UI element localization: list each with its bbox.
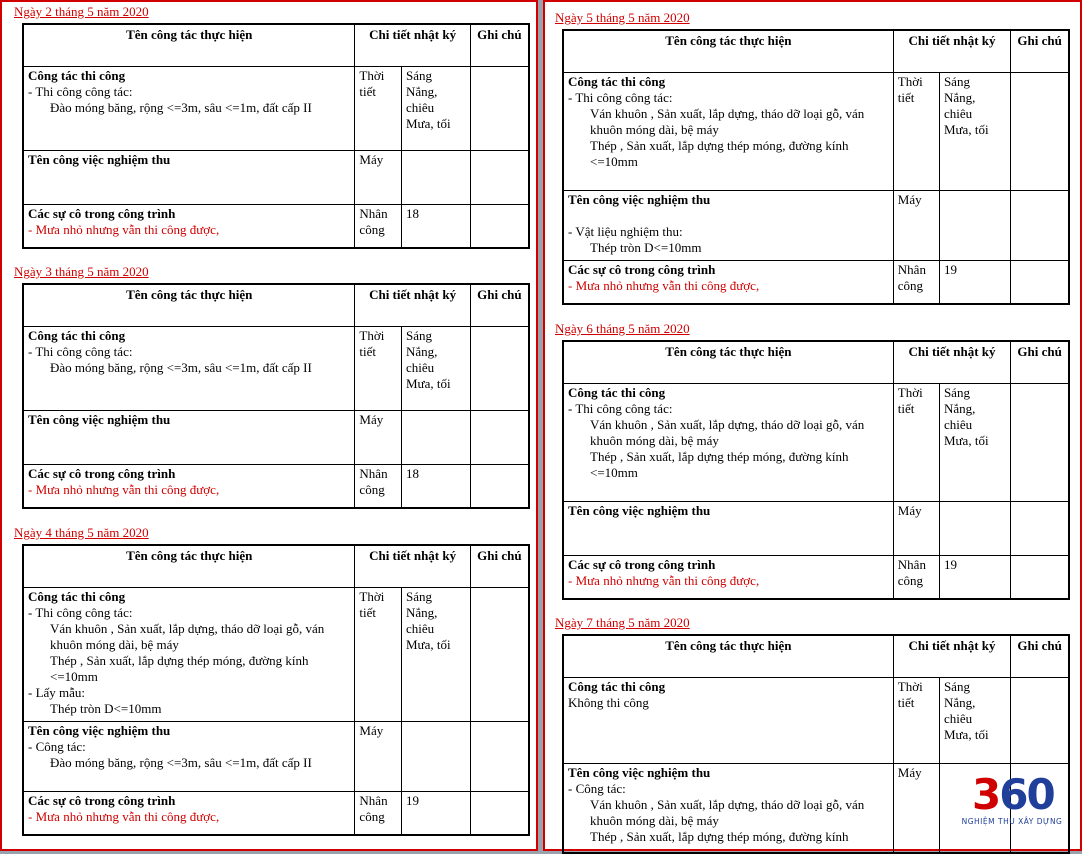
incidents-label: Các sự cô trong công trình — [28, 792, 176, 808]
construction-line: Đào móng băng, rộng <=3m, sâu <=1m, đất cấp II — [50, 359, 312, 375]
weather-value: Mưa, tối — [943, 432, 989, 448]
note-cell — [470, 150, 529, 204]
labor-count: 19 — [939, 555, 1010, 599]
logo-number — [972, 770, 1054, 819]
construction-label: Công tác thi công — [568, 678, 666, 694]
acceptance-cell — [563, 763, 893, 853]
logo-tagline: NGHIỆM THU XÂY DỰNG — [961, 817, 1063, 826]
construction-line: - Lấy mẫu: — [28, 684, 86, 700]
acceptance-line: - Công tác: — [28, 738, 86, 754]
diary-table — [562, 29, 1070, 305]
weather-value: Sáng — [943, 73, 970, 89]
weather-value: Nắng, chiêu — [405, 83, 438, 115]
header-work: Tên công tác thực hiện — [563, 635, 893, 677]
weather-value: Nắng, chiêu — [405, 604, 438, 636]
incident-text: - Mưa nhỏ nhưng vẫn thi công được, — [28, 808, 220, 824]
construction-line: Đào móng băng, rộng <=3m, sâu <=1m, đất cấp II — [50, 99, 312, 115]
header-note: Ghi chú — [470, 284, 529, 326]
weather-value: Mưa, tối — [943, 121, 989, 137]
incidents-label: Các sự cô trong công trình — [28, 465, 176, 481]
construction-line: Không thi công — [568, 694, 649, 710]
construction-cell — [23, 326, 355, 410]
construction-line: - Thi công công tác: — [568, 400, 673, 416]
note-cell — [470, 464, 529, 508]
acceptance-cell — [563, 501, 893, 555]
header-row — [563, 635, 1069, 677]
weather-value: Nắng, chiêu — [943, 89, 976, 121]
diary-table — [22, 283, 530, 509]
header-detail: Chi tiết nhật ký — [893, 341, 1010, 383]
machine-value — [401, 721, 470, 791]
weather-value: Mưa, tối — [405, 115, 451, 131]
header-note: Ghi chú — [1011, 635, 1069, 677]
construction-line: Ván khuôn , Sản xuất, lắp dựng, tháo dỡ loại gỗ, ván khuôn móng dài, bệ máy — [590, 416, 865, 448]
incidents-cell — [563, 260, 893, 304]
weather-values — [939, 72, 1010, 190]
construction-row — [563, 677, 1069, 763]
incidents-row — [563, 260, 1069, 304]
note-cell — [1011, 190, 1069, 260]
construction-cell — [563, 383, 893, 501]
machine-label: Máy — [355, 721, 402, 791]
weather-value: Nắng, chiêu — [405, 343, 438, 375]
header-note: Ghi chú — [1011, 341, 1069, 383]
construction-label: Công tác thi công — [568, 73, 666, 89]
construction-line: Thép , Sản xuất, lắp dựng thép móng, đường kính <=10mm — [50, 652, 309, 684]
header-row — [23, 284, 529, 326]
day-heading: Ngày 2 tháng 5 năm 2020 — [14, 4, 149, 19]
construction-cell — [563, 72, 893, 190]
machine-label: Máy — [893, 190, 939, 260]
note-cell — [470, 410, 529, 464]
header-work: Tên công tác thực hiện — [23, 545, 355, 587]
diary-table — [22, 23, 530, 249]
weather-value: Sáng — [405, 67, 432, 83]
machine-label: Máy — [893, 763, 939, 853]
acceptance-line: - Vật liệu nghiệm thu: — [568, 223, 683, 239]
construction-row — [23, 66, 529, 150]
note-cell — [1011, 383, 1069, 501]
note-cell — [470, 66, 529, 150]
header-detail: Chi tiết nhật ký — [355, 24, 470, 66]
weather-values — [401, 587, 470, 721]
diary-table — [22, 544, 530, 836]
incidents-row — [23, 464, 529, 508]
weather-value: Nắng, chiêu — [943, 694, 976, 726]
acceptance-cell — [23, 721, 355, 791]
acceptance-row — [563, 190, 1069, 260]
construction-cell — [23, 587, 355, 721]
construction-label: Công tác thi công — [28, 67, 126, 83]
incidents-label: Các sự cô trong công trình — [28, 205, 176, 221]
incidents-row — [23, 791, 529, 835]
note-cell — [1011, 501, 1069, 555]
weather-value: Sáng — [943, 678, 970, 694]
header-work: Tên công tác thực hiện — [23, 284, 355, 326]
incidents-cell — [23, 464, 355, 508]
acceptance-label: Tên công việc nghiệm thu — [568, 764, 711, 780]
acceptance-label: Tên công việc nghiệm thu — [568, 502, 711, 518]
header-note: Ghi chú — [1011, 30, 1069, 72]
construction-cell — [563, 677, 893, 763]
acceptance-label: Tên công việc nghiệm thu — [28, 151, 171, 167]
labor-label: Nhân công — [893, 260, 939, 304]
construction-line: - Thi công công tác: — [568, 89, 673, 105]
labor-label: Nhân công — [893, 555, 939, 599]
incident-text: - Mưa nhỏ nhưng vẫn thi công được, — [568, 572, 760, 588]
header-detail: Chi tiết nhật ký — [355, 545, 470, 587]
construction-label: Công tác thi công — [568, 384, 666, 400]
labor-count: 18 — [401, 464, 470, 508]
acceptance-line: Thép tròn D<=10mm — [590, 239, 702, 255]
acceptance-cell — [23, 150, 355, 204]
construction-line: - Thi công công tác: — [28, 604, 133, 620]
labor-label: Nhân công — [355, 464, 402, 508]
incident-text: - Mưa nhỏ nhưng vẫn thi công được, — [28, 481, 220, 497]
weather-value: Sáng — [405, 327, 432, 343]
labor-label: Nhân công — [355, 791, 402, 835]
weather-value: Sáng — [405, 588, 432, 604]
logo-digit: 3 — [972, 770, 1000, 819]
acceptance-row — [23, 721, 529, 791]
day-heading: Ngày 4 tháng 5 năm 2020 — [14, 525, 149, 540]
incidents-row — [563, 555, 1069, 599]
header-note: Ghi chú — [470, 545, 529, 587]
header-note: Ghi chú — [470, 24, 529, 66]
machine-value — [401, 410, 470, 464]
weather-value: Mưa, tối — [943, 726, 989, 742]
acceptance-label: Tên công việc nghiệm thu — [568, 191, 711, 207]
spacer — [568, 208, 889, 224]
header-work: Tên công tác thực hiện — [23, 24, 355, 66]
machine-label: Máy — [355, 150, 402, 204]
construction-line: - Thi công công tác: — [28, 343, 133, 359]
weather-label: Thời tiết — [893, 383, 939, 501]
weather-label: Thời tiết — [893, 72, 939, 190]
construction-line: Thép , Sản xuất, lắp dựng thép móng, đường kính <=10mm — [590, 448, 849, 480]
logo-digit: 6 — [999, 770, 1027, 819]
acceptance-label: Tên công việc nghiệm thu — [28, 722, 171, 738]
header-detail: Chi tiết nhật ký — [355, 284, 470, 326]
construction-label: Công tác thi công — [28, 327, 126, 343]
note-cell — [470, 587, 529, 721]
machine-value — [939, 190, 1010, 260]
logo-digit: 0 — [1026, 770, 1054, 819]
weather-label: Thời tiết — [355, 66, 402, 150]
header-row — [563, 341, 1069, 383]
note-cell — [1011, 555, 1069, 599]
note-cell — [1011, 72, 1069, 190]
day-heading: Ngày 5 tháng 5 năm 2020 — [555, 10, 690, 25]
labor-count: 19 — [939, 260, 1010, 304]
machine-value — [939, 501, 1010, 555]
incidents-cell — [23, 791, 355, 835]
incidents-label: Các sự cô trong công trình — [568, 556, 716, 572]
construction-line: Thép , Sản xuất, lắp dựng thép móng, đường kính <=10mm — [590, 137, 849, 169]
weather-values — [939, 383, 1010, 501]
acceptance-line: Đào móng băng, rộng <=3m, sâu <=1m, đất cấp II — [50, 754, 312, 770]
machine-label: Máy — [355, 410, 402, 464]
acceptance-line: Thép , Sản xuất, lắp dựng thép móng, đường kính — [590, 828, 849, 844]
note-cell — [470, 326, 529, 410]
machine-label: Máy — [893, 501, 939, 555]
acceptance-row — [23, 150, 529, 204]
weather-value: Nắng, chiêu — [943, 400, 976, 432]
machine-value — [401, 150, 470, 204]
weather-value: Sáng — [943, 384, 970, 400]
note-cell — [470, 721, 529, 791]
incident-text: - Mưa nhỏ nhưng vẫn thi công được, — [28, 221, 220, 237]
acceptance-line: - Công tác: — [568, 780, 626, 796]
labor-count: 19 — [401, 791, 470, 835]
header-work: Tên công tác thực hiện — [563, 30, 893, 72]
header-detail: Chi tiết nhật ký — [893, 635, 1010, 677]
labor-label: Nhân công — [355, 204, 402, 248]
construction-cell — [23, 66, 355, 150]
weather-value: Mưa, tối — [405, 636, 451, 652]
acceptance-cell — [23, 410, 355, 464]
acceptance-cell — [563, 190, 893, 260]
construction-row — [23, 326, 529, 410]
note-cell — [470, 791, 529, 835]
weather-values — [939, 677, 1010, 763]
construction-line: Thép tròn D<=10mm — [50, 700, 162, 716]
incidents-cell — [23, 204, 355, 248]
construction-line: Ván khuôn , Sản xuất, lắp dựng, tháo dỡ loại gỗ, ván khuôn móng dài, bệ máy — [50, 620, 325, 652]
acceptance-row — [23, 410, 529, 464]
weather-values — [401, 66, 470, 150]
construction-row — [563, 72, 1069, 190]
header-work: Tên công tác thực hiện — [563, 341, 893, 383]
weather-label: Thời tiết — [893, 677, 939, 763]
acceptance-line: Ván khuôn , Sản xuất, lắp dựng, tháo dỡ loại gỗ, ván khuôn móng dài, bệ máy — [590, 796, 865, 828]
note-cell — [470, 204, 529, 248]
day-heading: Ngày 3 tháng 5 năm 2020 — [14, 264, 149, 279]
weather-value: Mưa, tối — [405, 375, 451, 391]
acceptance-row — [563, 501, 1069, 555]
note-cell — [1011, 677, 1069, 763]
header-row — [23, 24, 529, 66]
construction-row — [23, 587, 529, 721]
incidents-cell — [563, 555, 893, 599]
construction-row — [563, 383, 1069, 501]
construction-line: Ván khuôn , Sản xuất, lắp dựng, tháo dỡ loại gỗ, ván khuôn móng dài, bệ máy — [590, 105, 865, 137]
weather-label: Thời tiết — [355, 326, 402, 410]
weather-values — [401, 326, 470, 410]
day-heading: Ngày 6 tháng 5 năm 2020 — [555, 321, 690, 336]
construction-label: Công tác thi công — [28, 588, 126, 604]
header-row — [563, 30, 1069, 72]
acceptance-label: Tên công việc nghiệm thu — [28, 411, 171, 427]
labor-count: 18 — [401, 204, 470, 248]
weather-label: Thời tiết — [355, 587, 402, 721]
construction-line: - Thi công công tác: — [28, 83, 133, 99]
incident-text: - Mưa nhỏ nhưng vẫn thi công được, — [568, 277, 760, 293]
diary-table — [562, 340, 1070, 600]
header-row — [23, 545, 529, 587]
day-heading: Ngày 7 tháng 5 năm 2020 — [555, 615, 690, 630]
note-cell — [1011, 260, 1069, 304]
header-detail: Chi tiết nhật ký — [893, 30, 1010, 72]
logo-360 — [956, 770, 1068, 833]
incidents-label: Các sự cô trong công trình — [568, 261, 716, 277]
incidents-row — [23, 204, 529, 248]
